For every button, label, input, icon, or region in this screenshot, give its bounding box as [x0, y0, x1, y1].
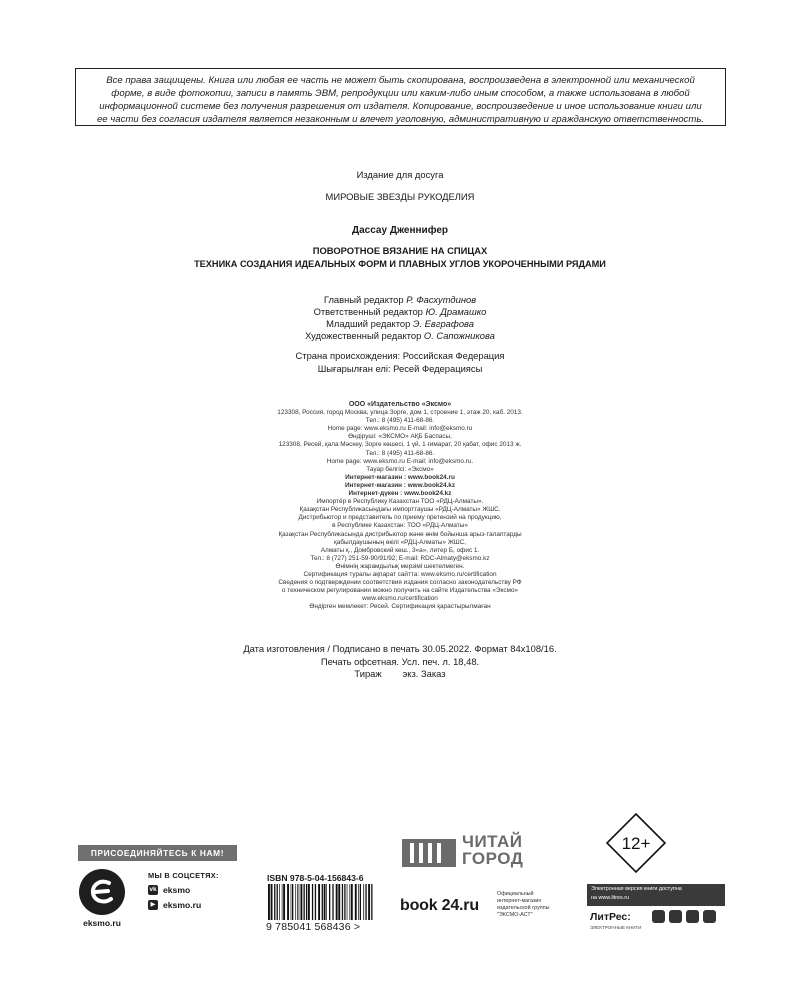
copyright-line: ее части без согласия издателя является незаконным и влечет уголовную, административную и гражданскую ответственность. — [96, 114, 705, 125]
social-heading: МЫ В СОЦСЕТЯХ: — [148, 871, 219, 880]
book-title: ПОВОРОТНОЕ ВЯЗАНИЕ НА СПИЦАХ — [312, 245, 488, 256]
barcode-bar — [351, 884, 353, 920]
editor-line — [200, 318, 600, 330]
youtube-icon: ▶ — [148, 900, 158, 910]
barcode-bar — [365, 884, 366, 920]
barcode-bar — [324, 884, 326, 920]
barcode-bar — [355, 884, 357, 920]
barcode-bar — [299, 884, 300, 920]
print-line: Дата изготовления / Подписано в печать 30.05.2022. Формат 84x108/16. — [243, 643, 557, 654]
country-ru: Страна происхождения: Российская Федерация — [295, 350, 505, 361]
note-line: издательской группы — [497, 905, 550, 911]
publisher-line: Өндірген мемлекет: Ресей. Сертификация қарастырылмаған — [309, 603, 491, 611]
barcode-bar — [358, 884, 359, 920]
gorod-word: ГОРОД — [462, 849, 524, 868]
editor-role: Художественный редактор — [305, 330, 422, 341]
print-line: Тираж экз. Заказ — [354, 668, 446, 679]
barcode-bar — [342, 884, 343, 920]
barcode-bar — [363, 884, 364, 920]
editors-block — [200, 294, 600, 342]
barcode-bar — [322, 884, 323, 920]
windows-icon[interactable] — [703, 910, 716, 923]
eksmo-url[interactable]: eksmo.ru — [83, 918, 121, 928]
publisher-line: Дистрибьютор и представитель по приему претензий на продукцию, — [298, 514, 502, 522]
litres-subtitle: ЭЛЕКТРОННЫЕ КНИГИ — [590, 925, 642, 930]
chitai-gorod-logo — [402, 833, 532, 869]
publisher-line: қабылдаушының өкілі «РДЦ-Алматы» ЖШС, — [334, 538, 466, 546]
editor-role: Младший редактор — [326, 318, 411, 329]
publisher-line: Тауар белгісі: «Эксмо» — [366, 465, 434, 473]
barcode-bar — [332, 884, 333, 920]
series-name: МИРОВЫЕ ЗВЕЗДЫ РУКОДЕЛИЯ — [325, 191, 475, 202]
age-rating-text: 12+ — [621, 834, 651, 853]
join-banner: ПРИСОЕДИНЯЙТЕСЬ К НАМ! — [78, 845, 237, 861]
publisher-line: ООО «Издательство «Эксмо» — [348, 401, 452, 408]
barcode-bar — [368, 884, 370, 920]
publisher-line: Home page: www.eksmo.ru E-mail: info@eksmo.ru. — [326, 457, 474, 465]
barcode-bar — [312, 884, 313, 920]
isbn-label: ISBN 978-5-04-156843-6 — [267, 873, 364, 883]
barcode-bar — [360, 884, 361, 920]
note-line: интернет-магазин — [497, 898, 542, 904]
copyright-line: Все права защищены. Книга или любая ее часть не может быть скопирована, воспроизведена в электронной или механической — [106, 75, 695, 86]
vk-icon: vk — [149, 886, 157, 893]
litres-note-line: Электронная версия книги доступна — [591, 886, 682, 892]
editor-name: Э. Евграфова — [412, 318, 474, 329]
barcode-bar — [371, 884, 372, 920]
barcode-bar — [349, 884, 350, 920]
barcode-bar — [279, 884, 280, 920]
barcode-bar — [282, 884, 283, 920]
barcode-bar — [326, 884, 327, 920]
publisher-line: Қазақстан Республикасындағы импорттаушы «РДЦ-Алматы» ЖШС. — [299, 506, 501, 514]
barcode-bar — [315, 884, 316, 920]
book24-logo[interactable]: book 24.ru — [400, 897, 479, 914]
barcode-bar — [366, 884, 367, 920]
publisher-line: Сертификация туралы ақпарат сайтта: www.eksmo.ru/certification — [303, 570, 497, 578]
barcode-digits: 9 785041 568436 > — [266, 921, 361, 933]
litres-logo[interactable]: ЛитРес: — [590, 911, 631, 923]
copyright-box — [75, 68, 726, 126]
barcode-bar — [297, 884, 298, 920]
publisher-line: Интернет-магазин : www.book24.kz — [344, 481, 456, 489]
barcode-bar — [338, 884, 340, 920]
barcode-bar — [329, 884, 330, 920]
social-link-vk[interactable] — [148, 885, 190, 895]
country-kz: Шығарылған елі: Ресей Федерациясы — [317, 363, 483, 374]
publisher-line: Home page: www.eksmo.ru E-mail: info@eksmo.ru — [327, 425, 473, 433]
barcode-bar — [308, 884, 310, 920]
barcode-bar — [336, 884, 338, 920]
publisher-line: 123308, Россия, город Москва, улица Зорге, дом 1, строение 1, этаж 20, каб. 2013. — [277, 409, 523, 417]
copyright-line: информационной системе без получения разрешения от издателя. Копирование, воспроизведение и иное использование книги или — [99, 101, 702, 112]
publisher-line: Тел.: 8 (495) 411-68-86. — [365, 449, 435, 457]
age-rating-badge — [605, 812, 667, 874]
copyright-line: форме, в виде фотокопии, записи в память ЭВМ, репродукции или каким-либо иным способом, а также использована в любой — [111, 88, 690, 99]
publisher-line: 123308, Ресей, қала Мәскеу, Зорге көшесі, 1 үй, 1 ғимарат, 20 қабат, офис 2013 ж. — [278, 441, 522, 449]
publisher-line: Тел.: 8 (495) 411-68-86. — [365, 417, 435, 425]
barcode-bar — [306, 884, 307, 920]
print-info — [150, 643, 650, 681]
publisher-line: Интернет-магазин : www.book24.ru — [345, 473, 455, 481]
publisher-line: Өнімнің жарамдылық мерзімі шектелмеген. — [335, 562, 465, 570]
barcode-bar — [287, 884, 289, 920]
chitai-gorod-mark-icon — [402, 833, 458, 869]
barcode-bar — [271, 884, 273, 920]
barcode-bar — [268, 884, 270, 920]
editor-name: Ю. Драмашко — [425, 306, 487, 317]
apple-icon[interactable] — [652, 910, 665, 923]
barcode-bar — [277, 884, 278, 920]
edition-type: Издание для досуга — [356, 169, 444, 180]
store-icons — [652, 910, 716, 923]
barcode-bar — [292, 884, 293, 920]
editor-line — [200, 330, 600, 342]
publisher-info — [200, 401, 600, 611]
publisher-line: www.eksmo.ru/certification — [362, 595, 438, 603]
editor-name: Р. Фасхутдинов — [406, 294, 477, 305]
note-line: Официальный — [497, 891, 534, 897]
barcode-bar — [295, 884, 296, 920]
publisher-line: Сведения о подтверждении соответствия издания согласно законодательству РФ — [278, 579, 522, 587]
book-subtitle: ТЕХНИКА СОЗДАНИЯ ИДЕАЛЬНЫХ ФОРМ И ПЛАВНЫХ УГЛОВ УКОРОЧЕННЫМИ РЯДАМИ — [194, 259, 606, 269]
note-line: "ЭКСМО-АСТ" — [497, 912, 533, 918]
barcode-icon — [266, 884, 376, 924]
publisher-line: Өндіруші: «ЭКСМО» АҚБ Баспасы, — [348, 433, 452, 441]
publisher-line: Қазақстан Республикасында дистрибьютор және өнім бойынша арыз-талаптарды — [278, 530, 522, 538]
editor-line — [200, 306, 600, 318]
publisher-line: о техническом регулировании можно получить на сайте Издательства «Эксмо» — [281, 587, 519, 595]
barcode-bar — [344, 884, 345, 920]
barcode-bar — [274, 884, 275, 920]
publisher-line: Интернет-дүкен : www.book24.kz — [348, 490, 452, 498]
barcode-bar — [347, 884, 348, 920]
social-label: eksmo.ru — [163, 900, 202, 910]
barcode-bar — [300, 884, 302, 920]
editor-role: Ответственный редактор — [313, 306, 423, 317]
chitai-word: ЧИТАЙ — [462, 832, 523, 851]
barcode-bar — [283, 884, 285, 920]
official-store-note — [497, 891, 573, 919]
editor-line — [200, 294, 600, 306]
litres-note-line: на www.litres.ru — [591, 895, 630, 901]
chitai-gorod-text — [462, 833, 523, 867]
barcode-bar — [304, 884, 305, 920]
author-name: Дассау Дженнифер — [352, 225, 448, 236]
barcode-bar — [318, 884, 320, 920]
eksmo-logo-icon — [78, 868, 126, 916]
social-link-youtube[interactable] — [148, 900, 201, 910]
publisher-line: Алматы қ., Домбровский көш., 3«а», литер Б, офис 1. — [320, 546, 480, 554]
publisher-line: Импортёр в Республику Казахстан ТОО «РДЦ-Алматы». — [316, 498, 484, 506]
publisher-line: в Республике Казахстан: ТОО «РДЦ-Алматы» — [332, 522, 468, 530]
social-label: eksmo — [163, 885, 191, 895]
barcode-bar — [291, 884, 292, 920]
google-play-icon[interactable] — [686, 910, 699, 923]
print-line: Печать офсетная. Усл. печ. л. 18,48. — [320, 655, 480, 667]
litres-note — [587, 884, 725, 906]
editor-role: Главный редактор — [323, 294, 404, 305]
publisher-line: Тел.: 8 (727) 251-59-90/91/92; E-mail: RDC-Almaty@eksmo.kz — [310, 554, 490, 562]
android-icon[interactable] — [669, 910, 682, 923]
editor-name: О. Сапожникова — [423, 330, 495, 341]
